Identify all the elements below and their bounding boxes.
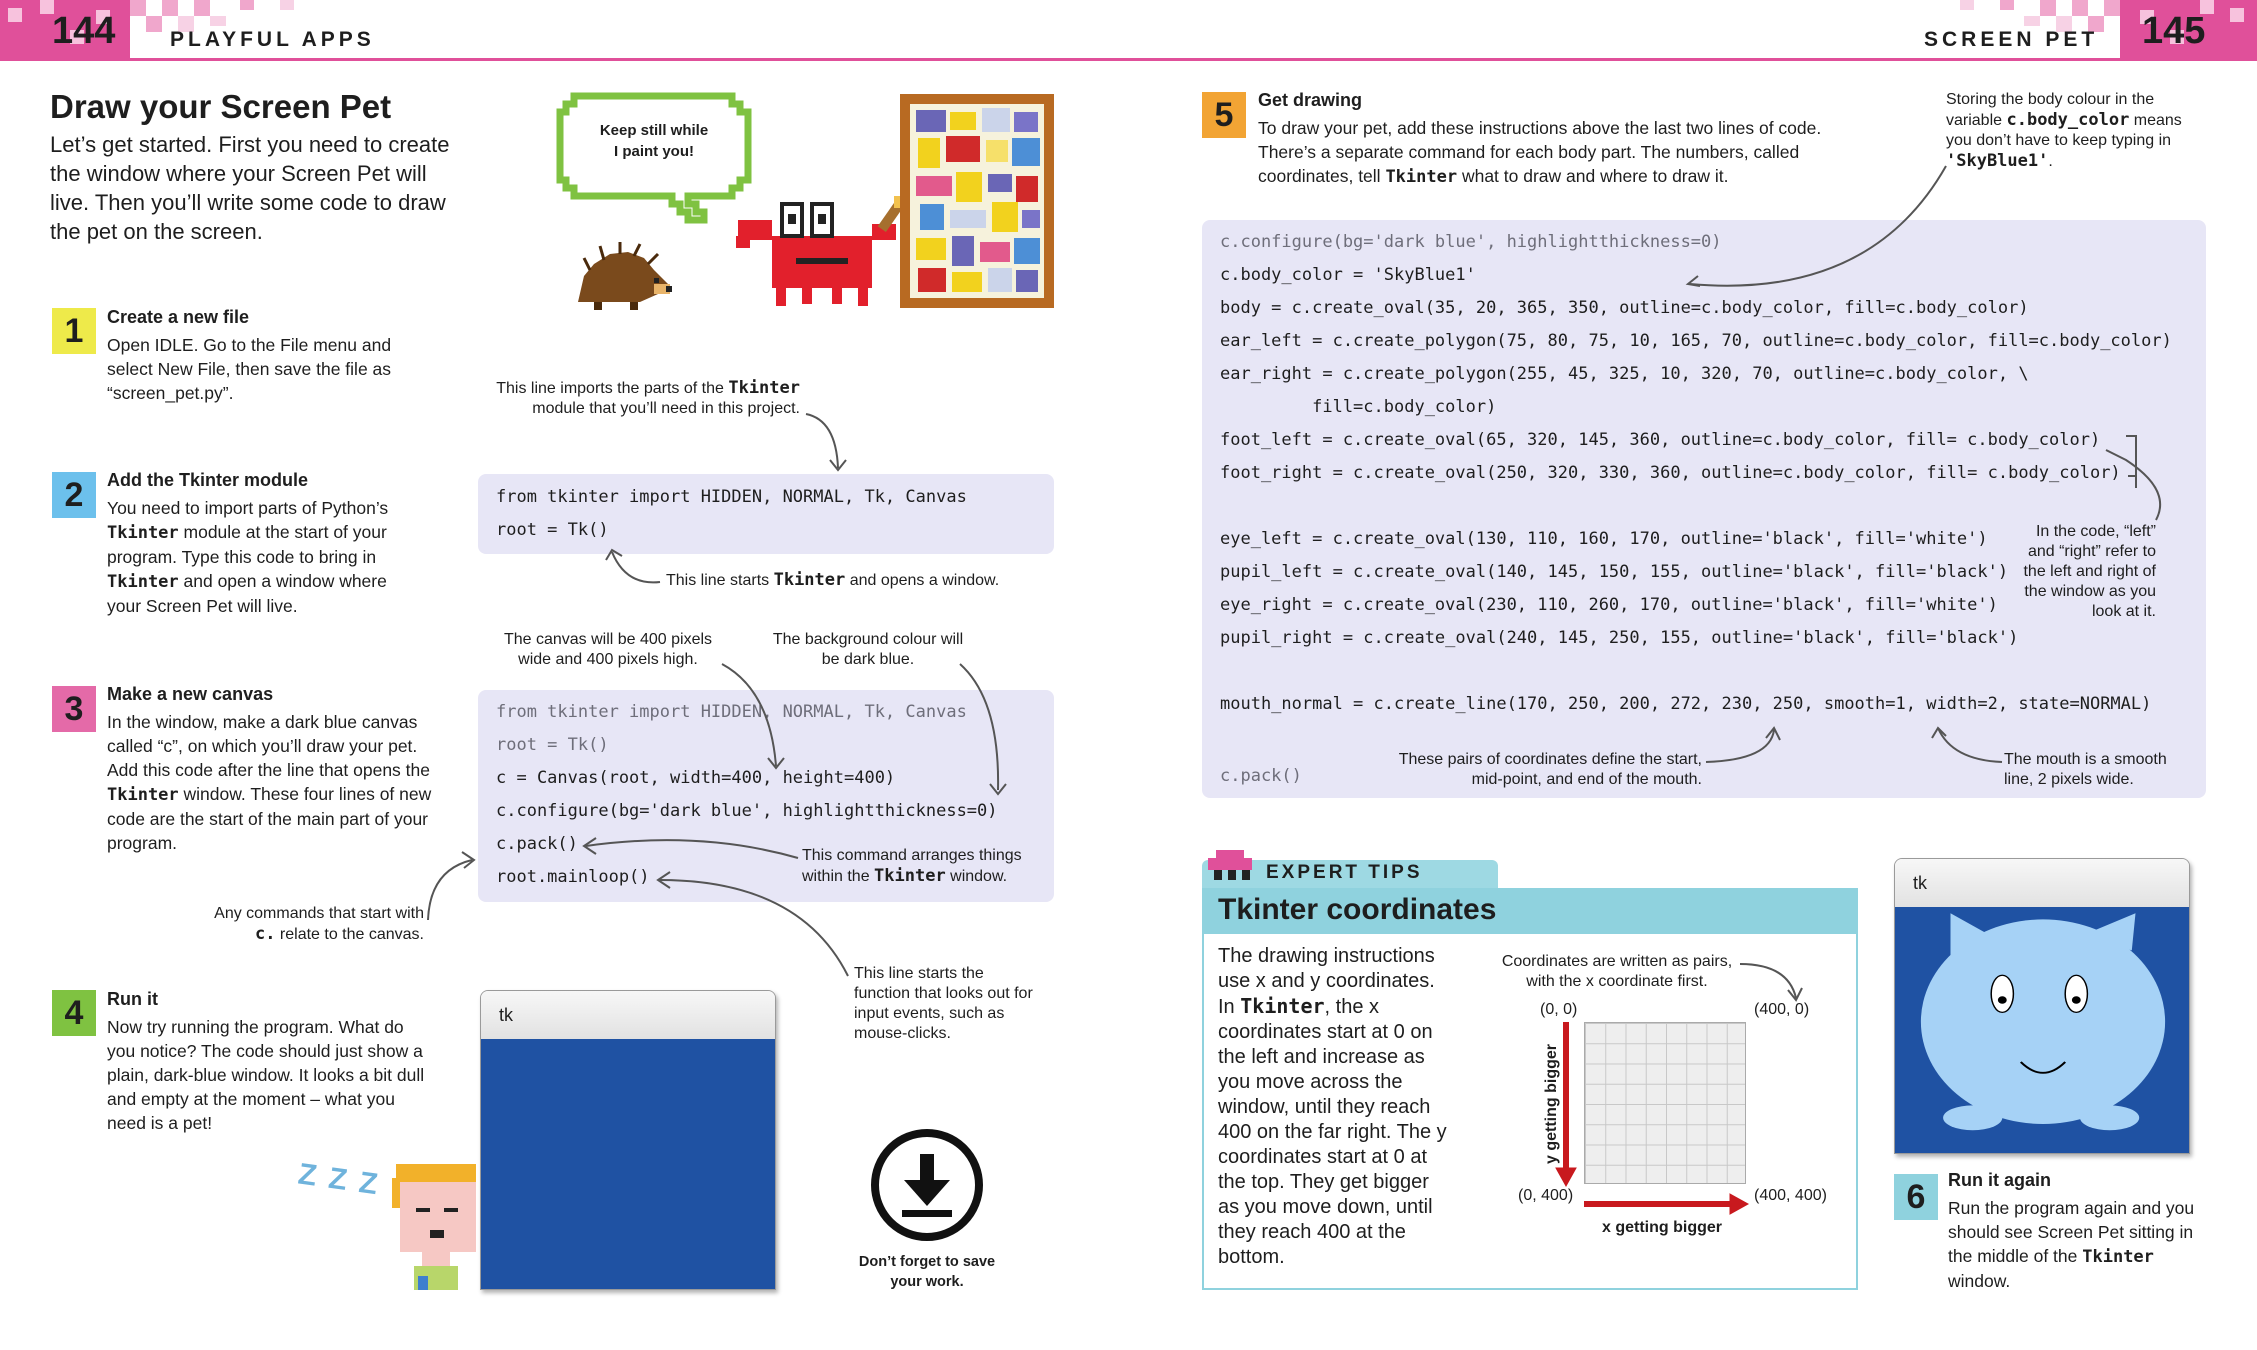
- coord-top-left: (0, 0): [1540, 1001, 1578, 1018]
- step-3-title: Make a new canvas: [107, 684, 274, 704]
- code-line: c.pack(): [496, 834, 578, 854]
- step-5-badge: 5: [1202, 92, 1246, 138]
- code-line: root.mainloop(): [496, 867, 650, 887]
- code-line: root = Tk(): [496, 520, 609, 540]
- coords-pairs-note: Coordinates are written as pairs, with the x coordinate first.: [1501, 953, 1733, 990]
- y-axis-label: y getting bigger: [1543, 1044, 1560, 1164]
- coordinate-grid: [1584, 1022, 1746, 1184]
- arrow-c: [428, 860, 472, 920]
- code-line: ear_right = c.create_polygon(255, 45, 325, 10, 320, 70, outline=c.body_color, \: [1220, 364, 2029, 384]
- step-3-body: In the window, make a dark blue canvas called “c”, on which you’ll draw your pet. Add this code after the line that opens the Tkinter window. These four lines of new code are the start of the main part of your program.: [107, 712, 432, 853]
- annotation-left-right: In the code, “left” and “right” refer to the left and right of the window as you look at it.: [2023, 523, 2156, 620]
- code-line: ear_left = c.create_polygon(75, 80, 75, 10, 165, 70, outline=c.body_color, fill=c.body_color): [1220, 331, 2172, 351]
- code-line: pupil_right = c.create_oval(240, 145, 250, 155, outline='black', fill='black'): [1220, 628, 2019, 648]
- annotation-mouth-line: The mouth is a smooth line, 2 pixels wide.: [2004, 751, 2167, 788]
- code-line: c = Canvas(root, width=400, height=400): [496, 768, 896, 788]
- code-line: foot_right = c.create_oval(250, 320, 330, 360, outline=c.body_color, fill= c.body_color): [1220, 463, 2121, 483]
- tk-window-title: tk: [1895, 859, 2189, 907]
- screen-pet-drawing: [1895, 907, 2190, 1154]
- step-4-body: Now try running the program. What do you notice? The code should just show a plain, dark-blue window. It looks a bit dull and empty at the moment – what you need is a pet!: [107, 1017, 425, 1133]
- left-page-number: 144: [52, 10, 116, 52]
- code-block-step2: [478, 474, 1054, 554]
- hedgehog-icon: [570, 240, 674, 312]
- annotation-imports: This line imports the parts of the Tkinter module that you’ll need in this project.: [496, 378, 800, 417]
- step-4-badge: 4: [52, 990, 96, 1036]
- step-6-badge: 6: [1894, 1174, 1938, 1220]
- annotation-canvas-size: The canvas will be 400 pixels wide and 400 pixels high.: [503, 631, 713, 668]
- annotation-mainloop: This line starts the function that looks out for input events, such as mouse-clicks.: [854, 965, 1033, 1042]
- right-page-number: 145: [2142, 10, 2206, 52]
- arrow-imports: [806, 414, 838, 468]
- expert-tips-title: Tkinter coordinates: [1218, 893, 1497, 926]
- code-line: c.body_color = 'SkyBlue1': [1220, 265, 1476, 285]
- painting-icon: [898, 92, 1056, 310]
- x-axis-label: x getting bigger: [1602, 1219, 1722, 1236]
- section-title: Draw your Screen Pet: [50, 88, 392, 125]
- code-line: c.pack(): [1220, 766, 1302, 786]
- step-2-body: You need to import parts of Python’s Tkinter module at the start of your program. Type this code to bring in Tkinter and open a window where your Screen Pet will live.: [107, 498, 389, 616]
- sleeping-boy-icon: [388, 1164, 484, 1290]
- code-line: mouth_normal = c.create_line(170, 250, 200, 272, 230, 250, smooth=1, width=2, state=NORMAL): [1220, 694, 2152, 714]
- speech-bubble-text: Keep still while I paint you!: [599, 122, 709, 160]
- save-download-icon[interactable]: [866, 1124, 988, 1246]
- code-line: from tkinter import HIDDEN, NORMAL, Tk, Canvas: [496, 702, 967, 722]
- crab-painter-icon: [736, 196, 912, 310]
- step-4-title: Run it: [107, 989, 158, 1009]
- code-line: fill=c.body_color): [1220, 397, 1497, 417]
- tk-canvas-blue: [1895, 907, 2189, 1153]
- step-2-badge: 2: [52, 472, 96, 518]
- code-line: root = Tk(): [496, 735, 609, 755]
- annotation-arranges: This command arranges things within the Tkinter window.: [802, 847, 1022, 886]
- annotation-mouth-coords: These pairs of coordinates define the start, mid-point, and end of the mouth.: [1398, 751, 1702, 788]
- coord-top-right: (400, 0): [1754, 1001, 1810, 1018]
- code-line: c.configure(bg='dark blue', highlightthickness=0): [496, 801, 998, 821]
- coord-bottom-right: (400, 400): [1754, 1187, 1827, 1204]
- expert-tips-body: The drawing instructions use x and y coordinates. In Tkinter, the x coordinates start at 0 on the left and increase as you move across the window, until they reach 400 on the far right. The y coordinates start at 0 at the top. They get bigger as you move down, until they reach 400 at the bottom.: [1218, 945, 1447, 1268]
- annotation-bg-colour: The background colour will be dark blue.: [772, 631, 964, 668]
- code-line: pupil_left = c.create_oval(140, 145, 150, 155, outline='black', fill='black'): [1220, 562, 2009, 582]
- tk-canvas-blue: [481, 1039, 775, 1289]
- step-2-title: Add the Tkinter module: [107, 470, 309, 490]
- step-6-title: Run it again: [1948, 1170, 2051, 1190]
- annotation-starts-tkinter: This line starts Tkinter and opens a window.: [666, 570, 1000, 590]
- left-running-head: PLAYFUL APPS: [170, 28, 375, 51]
- step-1-body: Open IDLE. Go to the File menu and select New File, then save the file as “screen_pet.py”.: [107, 335, 392, 403]
- intro-text: Let’s get started. First you need to create the window where your Screen Pet will live. Then you’ll write some code to draw the pet on the screen.: [50, 132, 450, 244]
- step-5-body: To draw your pet, add these instructions above the last two lines of code. There’s a separate command for each body part. The numbers, called coordinates, tell Tkinter what to draw and where to draw it.: [1258, 118, 1822, 187]
- tk-window-pet: [1894, 858, 2190, 1154]
- save-reminder: Don’t forget to save your work.: [858, 1254, 996, 1290]
- code-line: body = c.create_oval(35, 20, 365, 350, outline=c.body_color, fill=c.body_color): [1220, 298, 2029, 318]
- tk-window-empty: [480, 990, 776, 1290]
- step-1-badge: 1: [52, 308, 96, 354]
- step-3-badge: 3: [52, 686, 96, 732]
- annotation-body-colour: Storing the body colour in the variable c.body_color means you don’t have to keep typing in 'SkyBlue1'.: [1946, 91, 2182, 171]
- step-6-body: Run the program again and you should see Screen Pet sitting in the middle of the Tkinter window.: [1948, 1198, 2195, 1291]
- code-line: eye_left = c.create_oval(130, 110, 160, 170, outline='black', fill='white'): [1220, 529, 1988, 549]
- code-line: c.configure(bg='dark blue', highlightthickness=0): [1220, 232, 1722, 252]
- step-1-title: Create a new file: [107, 307, 250, 327]
- tk-window-title: tk: [481, 991, 775, 1039]
- right-running-head: SCREEN PET: [1924, 28, 2099, 51]
- expert-tips-icon: [1206, 848, 1256, 888]
- annotation-c-commands: Any commands that start with c. relate to the canvas.: [214, 905, 424, 944]
- step-5-title: Get drawing: [1258, 90, 1363, 110]
- code-line: eye_right = c.create_oval(230, 110, 260, 170, outline='black', fill='white'): [1220, 595, 1998, 615]
- sleep-zzz: Z Z Z: [296, 1157, 382, 1202]
- expert-tips-label: EXPERT TIPS: [1266, 862, 1423, 883]
- code-line: from tkinter import HIDDEN, NORMAL, Tk, Canvas: [496, 487, 967, 507]
- code-line: foot_left = c.create_oval(65, 320, 145, 360, outline=c.body_color, fill= c.body_color): [1220, 430, 2101, 450]
- arrow-starts: [612, 552, 660, 582]
- coord-bottom-left: (0, 400): [1518, 1187, 1574, 1204]
